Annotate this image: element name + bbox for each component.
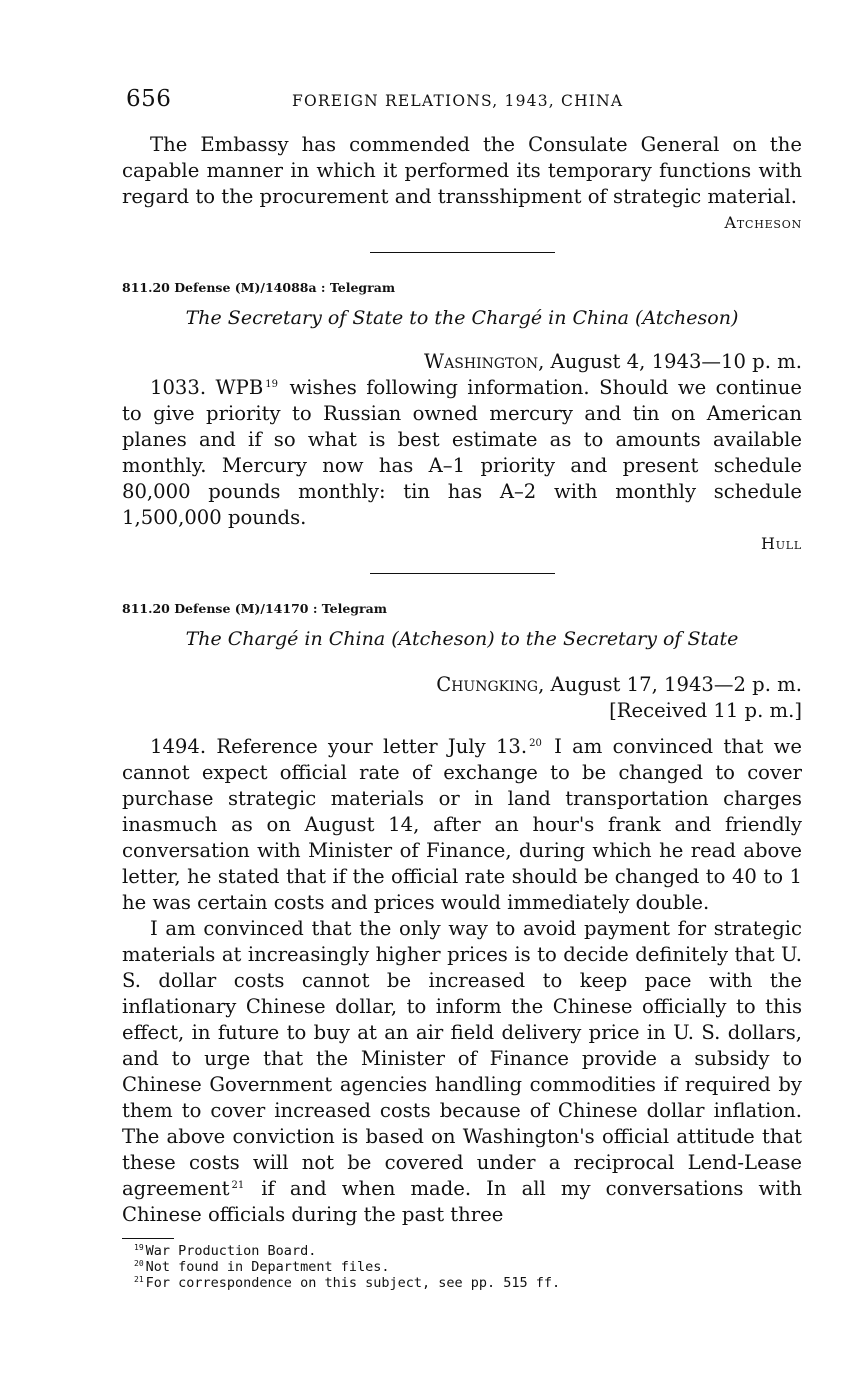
footnote <box>134 1243 802 1259</box>
received-note: [Received 11 p. m.] <box>609 699 802 722</box>
footnote-text: For correspondence on this subject, see pp. 515 ff. <box>145 1275 561 1291</box>
file-reference: 811.20 Defense (M)/14170 : Telegram <box>122 601 387 616</box>
file-reference: 811.20 Defense (M)/14088a : Telegram <box>122 280 396 295</box>
footnote-marker: 21 <box>231 1180 245 1191</box>
document-title: The Chargé in China (Atcheson) to the Secretary of State <box>185 628 739 650</box>
dateline-date: August 17, 1943—2 p. m. <box>544 673 802 696</box>
footnote-divider <box>122 1238 174 1239</box>
dateline <box>122 349 802 375</box>
paragraph-rest: if and when made. In all my conversations with Chinese officials during the past three <box>122 1177 802 1226</box>
paragraph-rest: I am convinced that we cannot expect official rate of exchange to be changed to cover purchase strategic materials or in land transportation charges inasmuch as on August 14, after an hour's frank and friendly conversation with Minister of Finance, during which he read above letter, he stated that if the official rate should be changed to 40 to 1 he was certain costs and prices would immediately double. <box>122 735 802 914</box>
telegram-paragraph <box>122 375 802 531</box>
footnote-marker: 19 <box>265 379 279 390</box>
dateline-place: Washington, <box>424 350 545 373</box>
footnote-text: War Production Board. <box>145 1243 317 1259</box>
section-divider <box>370 573 555 574</box>
footnote-mark: 21 <box>134 1275 144 1284</box>
footnote <box>134 1259 802 1275</box>
telegram-paragraph <box>122 916 802 1228</box>
document-page <box>122 86 802 1291</box>
running-head: FOREIGN RELATIONS, 1943, CHINA <box>292 92 624 110</box>
continued-paragraph: The Embassy has commended the Consulate General on the capable manner in which it performed its temporary functions with regard to the procurement and transshipment of strategic material. <box>122 133 802 208</box>
paragraph-rest: wishes following information. Should we continue to give priority to Russian owned mercury and tin on American planes and if so what is best estimate as to amounts available monthly. Mercury now has A–1 priority and present schedule 80,000 pounds monthly: tin has A–2 with monthly schedule 1,500,000 pounds. <box>122 376 803 529</box>
footnote-marker: 20 <box>529 738 542 749</box>
page-header <box>122 86 802 126</box>
footnote <box>134 1275 802 1291</box>
paragraph-start: 1494. Reference your letter July 13. <box>150 735 528 758</box>
paragraph-start: 1033. WPB <box>150 376 264 399</box>
dateline-place: Chungking, <box>436 673 545 696</box>
footnote-text: Not found in Department files. <box>145 1259 390 1275</box>
page-number: 656 <box>126 86 172 112</box>
footnote-mark: 19 <box>134 1243 144 1252</box>
dateline-date: August 4, 1943—10 p. m. <box>544 350 802 373</box>
footnotes <box>122 1243 802 1291</box>
document-title: The Secretary of State to the Chargé in China (Atcheson) <box>185 307 739 329</box>
dateline <box>122 672 802 698</box>
telegram-paragraph <box>122 734 802 916</box>
signature-atcheson: Atcheson <box>724 213 802 232</box>
signature-hull: Hull <box>760 534 802 553</box>
paragraph-start: I am convinced that the only way to avoid payment for strategic materials at increasingly higher prices is to decide definitely that U. S. dollar costs cannot be increased to keep pace with the inflationary Chinese dollar, to inform the Chinese officially to this effect, in future to buy at an air field delivery price in U. S. dollars, and to urge that the Minister of Finance provide a subsidy to Chinese Government agencies handling commodities if required by them to cover increased costs because of Chinese dollar inflation. The above conviction is based on Washington's official attitude that these costs will not be covered under a reciprocal Lend-Lease agreement <box>122 917 802 1200</box>
section-divider <box>370 252 555 253</box>
footnote-mark: 20 <box>134 1259 144 1268</box>
